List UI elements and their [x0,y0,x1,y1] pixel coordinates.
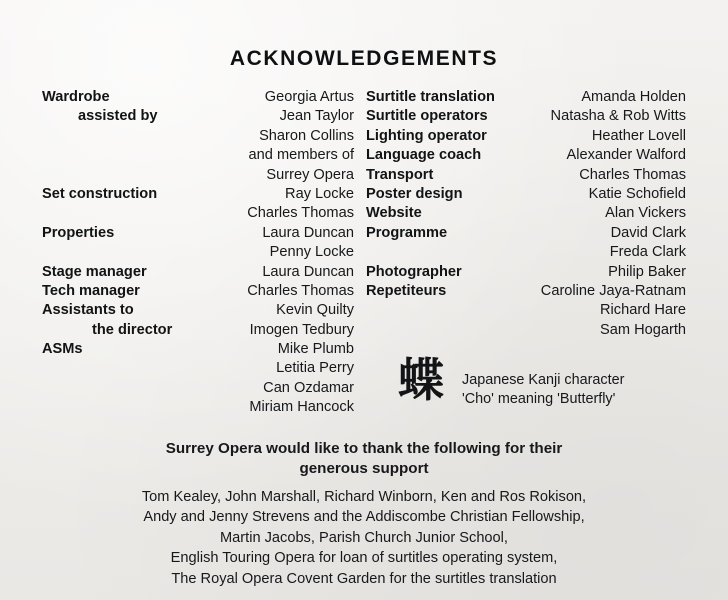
thanks-line: Tom Kealey, John Marshall, Richard Winborn, Ken and Ros Rokison, [141,489,587,505]
credit-name: Freda Clark [609,244,686,261]
credit-row [42,89,366,108]
credit-name: Can Ozdamar [263,379,354,396]
credit-name: Laura Duncan [262,263,354,280]
credit-row [42,322,366,341]
credit-name: Kevin Quilty [276,302,354,319]
thanks-line: English Touring Opera for loan of surtitles operating system, [170,550,558,567]
credit-name: Letitia Perry [276,360,354,377]
credit-name: Natasha & Rob Witts [550,108,686,125]
thanks-line: The Royal Opera Covent Garden for the surtitles translation [171,570,557,587]
credit-name: Katie Schofield [588,185,686,202]
credits-column-left [42,89,366,419]
credit-row [42,244,366,263]
credit-name: Alexander Walford [566,147,686,164]
credit-role: Surtitle translation [366,89,495,105]
credit-row [42,225,366,244]
credit-name: Charles Thomas [247,205,354,222]
credit-role: Repetiteurs [366,282,447,299]
credit-row [42,186,366,205]
credit-row [42,108,366,127]
credit-name: Charles Thomas [579,166,686,183]
credit-name: Mike Plumb [277,341,354,358]
credit-name: Amanda Holden [581,89,686,105]
credit-row [366,264,690,283]
credit-name: Surrey Opera [266,166,354,183]
thanks-heading [0,439,728,479]
credit-role: Wardrobe [42,89,110,105]
credit-row [42,380,366,399]
credit-row [366,225,690,244]
credit-name: Laura Duncan [262,224,354,241]
credit-role: Properties [42,224,115,241]
credit-row [366,302,690,321]
credit-name: Miriam Hancock [249,399,354,416]
credit-row [42,128,366,147]
thanks-heading-line2: generous support [299,460,429,477]
thanks-list [0,487,728,589]
credit-name: Caroline Jaya-Ratnam [540,282,686,299]
credit-row [366,283,690,302]
credit-row [42,167,366,186]
credit-row [366,108,690,127]
credit-row [42,399,366,418]
credit-role: Language coach [366,147,482,164]
credit-row [366,205,690,224]
credit-name: and members of [248,147,354,164]
credit-row [42,341,366,360]
credit-role: assisted by [78,108,158,125]
credit-row [42,205,366,224]
credit-role: Surtitle operators [366,108,488,125]
credit-role: Photographer [366,263,462,280]
credit-name: Ray Locke [285,185,354,202]
credit-row [42,360,366,379]
credit-row [366,147,690,166]
credit-row [366,186,690,205]
credit-row [366,244,690,263]
credit-name: Alan Vickers [605,205,686,222]
credit-role: Transport [366,166,434,183]
kanji-block [398,353,625,409]
credit-role: Set construction [42,185,158,202]
credit-name: Charles Thomas [247,282,354,299]
credit-row [42,283,366,302]
credit-role: Assistants to [42,302,134,319]
credit-row [366,322,690,341]
credit-name: Imogen Tedbury [249,321,354,338]
credit-name: Richard Hare [600,302,686,319]
credit-name: Sam Hogarth [600,321,686,338]
kanji-caption-line2: 'Cho' meaning 'Butterfly' [462,391,616,407]
credit-role: Stage manager [42,263,147,280]
credit-role: Programme [366,224,448,241]
credit-name: David Clark [610,224,686,241]
credit-name: Jean Taylor [279,108,354,125]
credit-name: Georgia Artus [264,89,354,105]
credit-row [366,167,690,186]
credit-role: the director [92,321,173,338]
credit-role: Poster design [366,185,463,202]
credit-name: Philip Baker [608,263,686,280]
credit-role: ASMs [42,341,83,358]
credit-row [42,147,366,166]
credit-row [42,264,366,283]
thanks-heading-line1: Surrey Opera would like to thank the following for their [165,440,563,457]
page-title: ACKNOWLEDGEMENTS [229,47,499,70]
credit-name: Sharon Collins [259,127,354,144]
kanji-glyph: 蝶 [398,353,444,407]
credit-name: Penny Locke [269,244,354,261]
credit-row [366,128,690,147]
kanji-caption [462,357,624,409]
credit-row [366,89,690,108]
credit-role: Tech manager [42,282,140,299]
credit-role: Website [366,205,422,222]
thanks-line: Martin Jacobs, Parish Church Junior School, [220,529,508,546]
credit-row [42,302,366,321]
credit-role: Lighting operator [366,127,487,144]
kanji-caption-line1: Japanese Kanji character [462,372,625,388]
credit-name: Heather Lovell [591,127,686,144]
thanks-line: Andy and Jenny Strevens and the Addiscombe Christian Fellowship, [143,509,585,526]
